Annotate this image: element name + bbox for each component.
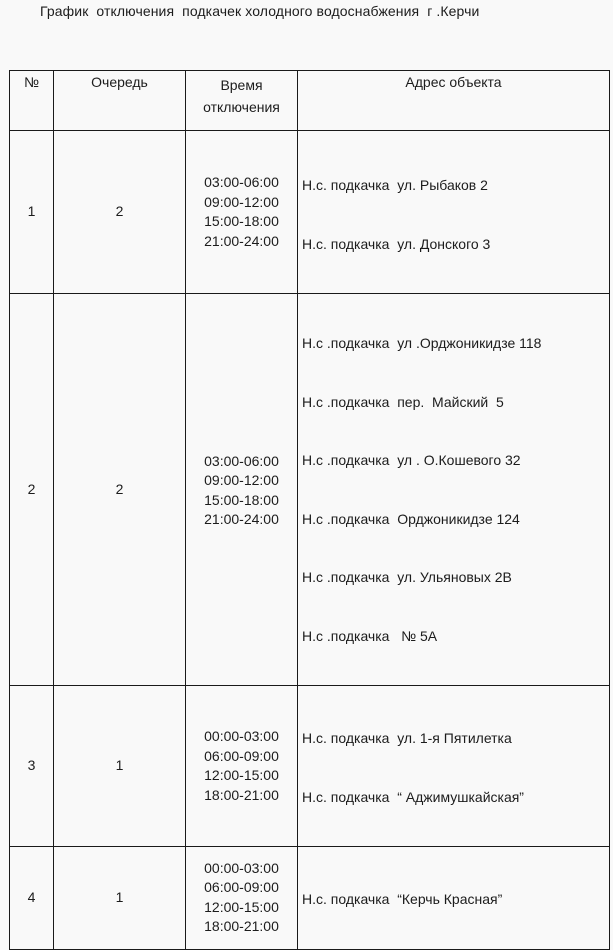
table-header-row [10, 71, 610, 131]
time-slot: 00:00-03:00 [204, 859, 279, 876]
schedule-table [9, 70, 610, 950]
table-row [10, 294, 610, 686]
row-addresses [298, 294, 610, 686]
address-line: Н.с .подкачка Орджоникидзе 124 [302, 510, 520, 527]
header-num: № [10, 71, 54, 131]
row-queue: 1 [54, 686, 186, 847]
address-line: Н.с. подкачка ул. 1-я Пятилетка [302, 730, 512, 746]
time-slot: 15:00-18:00 [204, 213, 279, 229]
header-time [186, 71, 298, 131]
time-slot: 21:00-24:00 [204, 232, 279, 249]
row-queue: 2 [54, 294, 186, 686]
row-times [186, 294, 298, 686]
time-slot: 15:00-18:00 [204, 491, 279, 508]
time-slot: 12:00-15:00 [204, 767, 279, 783]
address-line: Н.с .подкачка ул . О.Кошевого 32 [302, 452, 521, 468]
address-line: Н.с .подкачка ул .Орджоникидзе 118 [302, 335, 542, 351]
row-times [186, 686, 298, 847]
row-number: 2 [10, 294, 54, 686]
time-slot: 00:00-03:00 [204, 728, 279, 744]
header-address: Адрес объекта [298, 71, 610, 131]
address-line: Н.с .подкачка пер. Майский 5 [302, 393, 504, 410]
time-slot: 12:00-15:00 [204, 898, 279, 915]
time-slot: 06:00-09:00 [204, 879, 279, 896]
address-line: Н.с. подкачка ул. Донского 3 [302, 235, 491, 252]
row-times [186, 847, 298, 950]
address-line: Н.с. подкачка ул. Рыбаков 2 [302, 177, 488, 193]
table-row [10, 847, 610, 950]
address-line: Н.с. подкачка “ Аджимушкайская” [302, 788, 524, 805]
header-queue: Очередь [54, 71, 186, 131]
row-queue: 1 [54, 847, 186, 950]
table-row [10, 131, 610, 294]
row-queue: 2 [54, 131, 186, 294]
time-slot: 09:00-12:00 [204, 193, 279, 210]
time-slot: 18:00-21:00 [204, 786, 279, 803]
address-line: Н.с. подкачка “Керчь Красная” [302, 891, 503, 907]
row-addresses [298, 847, 610, 950]
row-times [186, 131, 298, 294]
row-addresses [298, 686, 610, 847]
row-number: 1 [10, 131, 54, 294]
address-line: Н.с .подкачка № 5А [302, 627, 438, 644]
address-line: Н.с .подкачка ул. Ульяновых 2В [302, 569, 512, 585]
time-slot: 18:00-21:00 [204, 918, 279, 935]
time-slot: 03:00-06:00 [204, 174, 279, 190]
time-slot: 21:00-24:00 [204, 511, 279, 527]
row-number: 3 [10, 686, 54, 847]
time-slot: 03:00-06:00 [204, 452, 279, 469]
time-slot: 06:00-09:00 [204, 747, 279, 764]
header-time-line2: отключения [203, 99, 280, 115]
document-title: График отключения подкачек холодного водоснабжения г .Керчи [40, 3, 480, 19]
row-addresses [298, 131, 610, 294]
table-row [10, 686, 610, 847]
time-slot: 09:00-12:00 [204, 472, 279, 488]
header-time-line1: Время [220, 77, 263, 93]
row-number: 4 [10, 847, 54, 950]
